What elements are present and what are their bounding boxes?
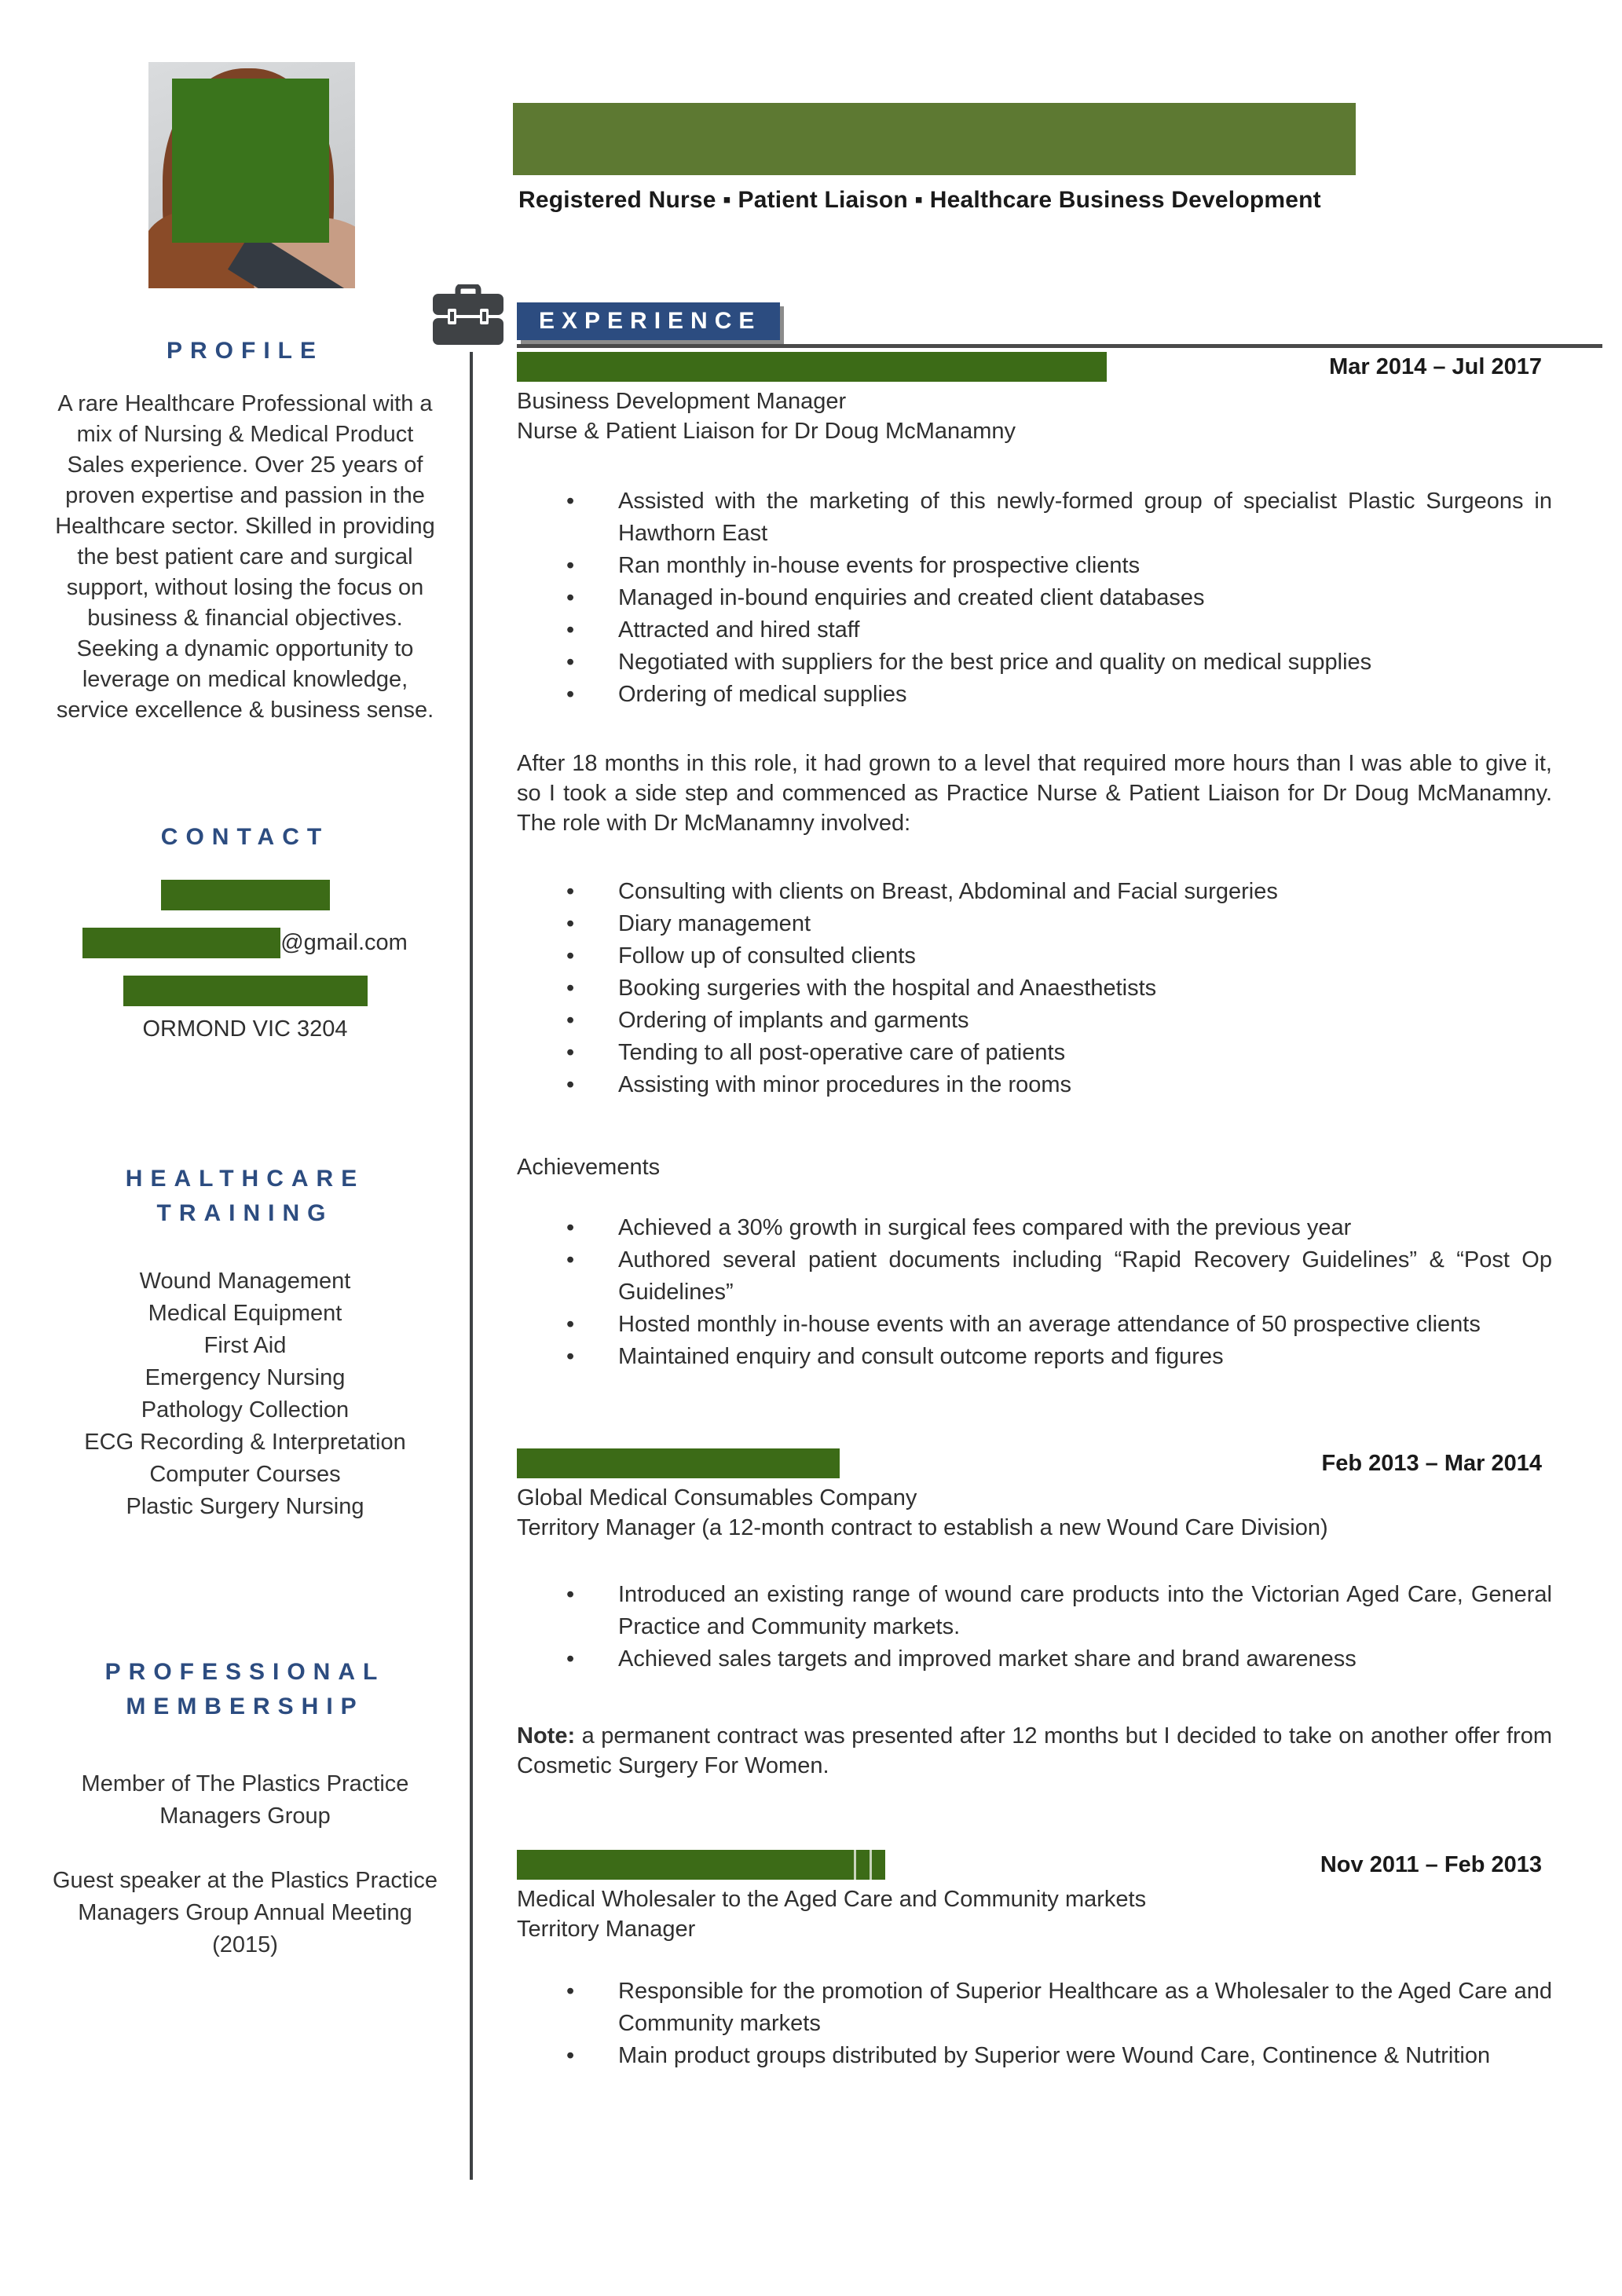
email-suffix: @gmail.com [280, 930, 408, 955]
training-item: Medical Equipment [148, 1301, 342, 1326]
job3-dates: Nov 2011 – Feb 2013 [1320, 1852, 1542, 1877]
bullet-item: • Hosted monthly in-house events with an average attendance of 50 prospective clients [517, 1309, 1552, 1341]
bullet-item: • Consulting with clients on Breast, Abdominal and Facial surgeries [517, 876, 1552, 908]
job1-title: Business Development Manager [517, 389, 847, 414]
bullet-item: • Diary management [517, 908, 1552, 940]
headline-subtitle: Registered Nurse ▪ Patient Liaison ▪ Healthcare Business Development [518, 187, 1321, 213]
job1-bullet-list [517, 485, 1552, 711]
achievements-list [517, 1212, 1552, 1373]
bullet-item: • Achieved sales targets and improved market share and brand awareness [517, 1643, 1552, 1675]
redaction-seam [854, 1850, 856, 1880]
name-redaction-bar [513, 103, 1356, 175]
training-list [46, 1265, 445, 1523]
bullet-item: • Achieved a 30% growth in surgical fees compared with the previous year [517, 1212, 1552, 1244]
bullet-item: • Responsible for the promotion of Superior Healthcare as a Wholesaler to the Aged Care and Community markets [517, 1976, 1552, 2040]
experience-column [517, 302, 1552, 2072]
job3-title: Medical Wholesaler to the Aged Care and Community markets [517, 1887, 1147, 1912]
job2-note [517, 1721, 1552, 1781]
job1-role-bullet-list [517, 876, 1552, 1101]
bullet-item: • Managed in-bound enquiries and created client databases [517, 582, 1552, 614]
bullet-item: • Ordering of medical supplies [517, 679, 1552, 711]
experience-underline [517, 344, 1602, 348]
achievements-label: Achievements [517, 1155, 661, 1180]
training-item: Computer Courses [149, 1462, 341, 1487]
bullet-item: • Authored several patient documents including “Rapid Recovery Guidelines” & “Post Op Guidelines” [517, 1244, 1552, 1309]
address-redaction-bar [123, 976, 368, 1006]
profile-heading: PROFILE [166, 338, 324, 364]
job3-header [517, 1850, 1552, 1880]
bullet-item: • Maintained enquiry and consult outcome reports and figures [517, 1341, 1552, 1373]
profile-text: A rare Healthcare Professional with a mix of Nursing & Medical Product Sales experience. Over 25 years of proven expertise and passion in the Healthcare sector. Skilled in providing the best patient care and surgical support, without losing the focus on business & financial objectives. Seeking a dynamic opportunity to leverage on medical knowledge, service excellence & business sense. [55, 391, 435, 723]
job2-subtitle: Territory Manager (a 12-month contract to establish a new Wound Care Division) [517, 1515, 1328, 1540]
job1-paragraph: After 18 months in this role, it had grown to a level that required more hours than I was able to give it, so I took a side step and commenced as Practice Nurse & Patient Liaison for Dr Doug McManamny. The role with Dr McManamny involved: [517, 751, 1552, 836]
job2-company-redaction-bar [517, 1448, 840, 1478]
bullet-item: • Assisting with minor procedures in the rooms [517, 1069, 1552, 1101]
contact-heading: CONTACT [160, 824, 330, 850]
bullet-item: • Ordering of implants and garments [517, 1005, 1552, 1037]
training-item: Wound Management [139, 1269, 351, 1294]
sidebar [46, 334, 445, 1961]
job3-company-redaction-bar [517, 1850, 885, 1880]
training-item: First Aid [203, 1333, 287, 1358]
bullet-item: • Booking surgeries with the hospital and Anaesthetists [517, 972, 1552, 1005]
training-item: ECG Recording & Interpretation [84, 1430, 406, 1455]
job2-header [517, 1448, 1552, 1478]
job1-company-redaction-bar [517, 352, 1107, 382]
experience-section-heading: EXPERIENCE [517, 302, 780, 340]
job1-subtitle: Nurse & Patient Liaison for Dr Doug McManamny [517, 419, 1016, 444]
bullet-item: • Introduced an existing range of wound care products into the Victorian Aged Care, General Practice and Community markets. [517, 1579, 1552, 1643]
job2-bullet-list [517, 1579, 1552, 1675]
job2-dates: Feb 2013 – Mar 2014 [1321, 1451, 1542, 1476]
note-label: Note: [517, 1723, 576, 1749]
membership-member-text: Member of The Plastics Practice Managers Group [81, 1771, 409, 1829]
timeline-divider-line [470, 352, 473, 2180]
membership-heading: PROFESSIONAL MEMBERSHIP [104, 1659, 386, 1719]
face-redaction-box [172, 79, 329, 243]
bullet-item: • Assisted with the marketing of this newly-formed group of specialist Plastic Surgeons in Hawthorn East [517, 485, 1552, 550]
address-line: ORMOND VIC 3204 [142, 1016, 348, 1042]
bullet-item: • Main product groups distributed by Superior were Wound Care, Continence & Nutrition [517, 2040, 1552, 2072]
bullet-item: • Follow up of consulted clients [517, 940, 1552, 972]
email-row [46, 928, 445, 958]
redaction-seam [870, 1850, 872, 1880]
bullet-item: • Attracted and hired staff [517, 614, 1552, 646]
job1-header [517, 352, 1552, 382]
bullet-item: • Ran monthly in-house events for prospective clients [517, 550, 1552, 582]
email-redaction-bar [82, 928, 280, 958]
job3-subtitle: Territory Manager [517, 1917, 696, 1942]
training-item: Emergency Nursing [145, 1365, 346, 1390]
job2-title: Global Medical Consumables Company [517, 1485, 917, 1511]
job1-dates: Mar 2014 – Jul 2017 [1329, 354, 1542, 379]
membership-guest-text: Guest speaker at the Plastics Practice Managers Group Annual Meeting (2015) [53, 1868, 438, 1957]
training-item: Pathology Collection [141, 1397, 350, 1423]
profile-photo [148, 62, 355, 288]
job3-bullet-list [517, 1976, 1552, 2072]
phone-redaction-bar [161, 880, 330, 910]
training-item: Plastic Surgery Nursing [126, 1494, 364, 1519]
note-text: a permanent contract was presented after 12 months but I decided to take on another offer from Cosmetic Surgery For Women. [517, 1723, 1552, 1778]
bullet-item: • Tending to all post-operative care of patients [517, 1037, 1552, 1069]
training-heading: HEALTHCARE TRAINING [125, 1166, 365, 1226]
bullet-item: • Negotiated with suppliers for the best price and quality on medical supplies [517, 646, 1552, 679]
